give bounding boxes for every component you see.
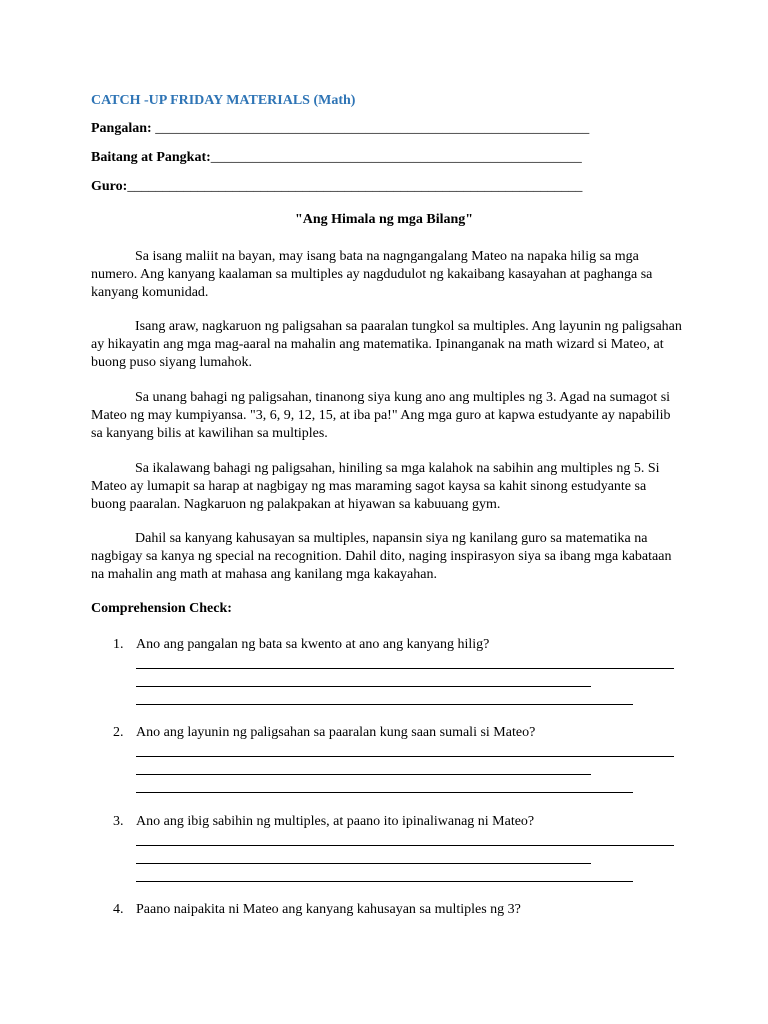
name-field-label: Pangalan: (91, 121, 156, 136)
question-text: Ano ang pangalan ng bata sa kwento at ano ang kanyang hilig? (136, 637, 490, 652)
answer-line[interactable] (136, 863, 591, 864)
worksheet-title: CATCH -UP FRIDAY MATERIALS (Math) (91, 93, 356, 108)
comprehension-heading: Comprehension Check: (91, 601, 232, 616)
grade-section-field-label: Baitang at Pangkat: (91, 150, 211, 165)
name-field (91, 120, 589, 138)
story-paragraph: Sa isang maliit na bayan, may isang bata na nagngangalang Mateo na napaka hilig sa mga numero. Ang kanyang kaalaman sa multiples ay nagdudulot ng kakaibang kasayahan at paghanga sa kanyang komunidad. (91, 249, 653, 300)
question-number: 2. (113, 725, 124, 740)
story-paragraph: Dahil sa kanyang kahusayan sa multiples, napansin siya ng kanilang guro sa matematika na nagbigay sa kanya ng special na recognition. Dahil dito, naging inspirasyon siya sa ibang mga kabataan na mahalin ang math at mahasa ang kanilang mga kakayahan. (91, 531, 672, 582)
answer-line[interactable] (136, 774, 591, 775)
answer-line[interactable] (136, 881, 633, 882)
question-text: Ano ang layunin ng paligsahan sa paaralan kung saan sumali si Mateo? (136, 725, 536, 740)
grade-section-field-blank: _____________________________________________________ (210, 150, 582, 165)
story-title: "Ang Himala ng mga Bilang" (294, 212, 474, 227)
answer-line[interactable] (136, 686, 591, 687)
answer-line[interactable] (136, 792, 633, 793)
teacher-field-blank: _________________________________________________________________ (127, 179, 583, 194)
question-number: 4. (113, 902, 124, 917)
answer-line[interactable] (136, 704, 633, 705)
story-paragraph: Sa unang bahagi ng paligsahan, tinanong siya kung ano ang multiples ng 3. Agad na sumagot si Mateo ng may kumpiyansa. "3, 6, 9, 12, 15, at iba pa!" Ang mga guro at kapwa estudyante ay napabilib sa kanyang bilis at kawilihan sa multiples. (91, 390, 671, 441)
story-paragraph: Sa ikalawang bahagi ng paligsahan, hiniling sa mga kalahok na sabihin ang multiples ng 5. Si Mateo ay lumapit sa harap at nagbigay ng mas maraming sagot kaysa sa kahit sinong estudyante sa buong paaralan. Nagkaruon ng palakpakan at hiyawan sa kabuuang gym. (91, 461, 660, 512)
teacher-field-label: Guro: (91, 179, 128, 194)
answer-line[interactable] (136, 668, 674, 669)
story-paragraph: Isang araw, nagkaruon ng paligsahan sa paaralan tungkol sa multiples. Ang layunin ng paligsahan ay hikayatin ang mga mag-aaral na mahalin ang matematika. Ipinanganak na math wizard si Mateo, at buong puso siyang lumahok. (91, 319, 682, 370)
answer-line[interactable] (136, 845, 674, 846)
grade-section-field (91, 149, 582, 167)
name-field-blank: ______________________________________________________________ (155, 121, 590, 136)
teacher-field (91, 178, 582, 196)
answer-line[interactable] (136, 756, 674, 757)
question-number: 3. (113, 814, 124, 829)
question-number: 1. (113, 637, 124, 652)
question-text: Paano naipakita ni Mateo ang kanyang kahusayan sa multiples ng 3? (136, 902, 521, 917)
question-text: Ano ang ibig sabihin ng multiples, at paano ito ipinaliwanag ni Mateo? (136, 814, 535, 829)
